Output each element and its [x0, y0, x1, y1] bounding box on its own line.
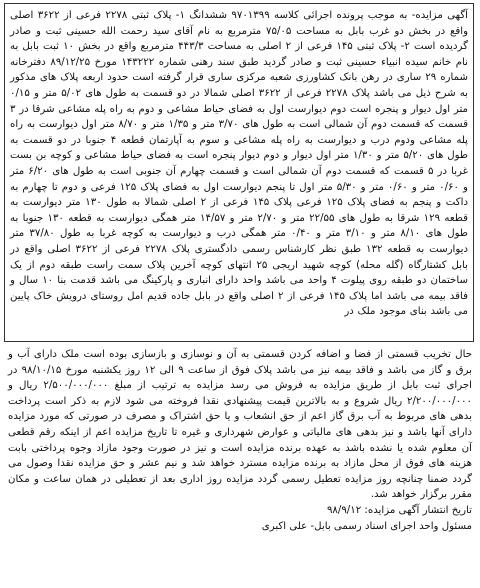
notice-body-boxed: آگهی مزایده- به موجب پرونده اجرائی کلاسه ۹۷۰۱۳۹۹ ششدانگ ۱- پلاک ثبتی ۲۲۷۸ فرعی از ۳۶۲۲ اصلی واقع در بخش دو غرب بابل به مساحت ۷۵/۰۵ مترمربع به نام آقای سید رحمت الله حسینی ثبت و صادر گردیده است ۲- پلاک ثبتی ۱۴۵ فرعی از ۲ اصلی به مساحت ۴۴۳/۳ مترمربع واقع در بخش ۱۰ ثبت بابل به نام خانم سیده انبیاء حسینی ثبت و صادر گردید طبق سند رهنی شماره ۱۴۳۲۲۲ مورخ ۸۹/۱۲/۲۵ دفترخانه شماره ۲۹ ساری در رهن بانک کشاورزی شعبه مرکزی ساری قرار گرفته است حدود اربعه پلاک های مذکور به شرح ذیل می باشد پلاک ۲۲۷۸ فرعی از ۳۶۲۲ اصلی شمالا در دو قسمت به طول های ۵/۰۲ متر و ۰/۱۵ متر اول دیوار و پنجره است دوم دیوارست اول به فضای حیاط مشاعی و دوم به راه پله مشاعی شرقا در ۳ قسمت که قسمت دوم آن شمالی است به طول های ۳/۷۰ متر و ۱/۳۵ متر و ۸/۷۰ متر اول دیوارست به راه پله مشاعی ودوم درب و دیوارست به راه پله مشاعی و سوم به آپارتمان قطعه ۴ جنوبا در دو قسمت به طول های ۵/۲۰ متر و ۱/۳۰ متر اول دیوار و دوم دیوار پنجره است به فضای حیاط مشاعی و کوچه بن بست غربا در ۵ قسمت که قسمت دوم آن شمالی است و قسمت چهارم آن جنوبی است به طول های ۶/۲۰ متر و ۰/۶۰ متر و ۰/۶۰ متر و ۵/۳۰ متر اول تا پنجم دیوارست اول به فضای پلاک ۱۲۵ فرعی و دوم تا چهارم به داکت و پنجم به فضای پلاک ۱۲۵ فرعی پلاک ۱۴۵ فرعی از ۲ اصلی شمالا به طول ۱۳۰ متر دیوارست به قطعه ۱۲۹ شرقا به طول های ۲۲/۵۵ متر و ۲/۷۰ متر و ۱۴/۵۷ متر همگی دیوارست به قطعه ۱۳۰ جنوبا به طول های ۸/۱۰ متر و ۳/۱۰ متر و ۰/۴۰ متر همگی درب و دیوارست به کوچه غربا به طول ۳۷/۸۰ متر دیوارست به قطعه ۱۳۲ طبق نظر کارشناس رسمی دادگستری پلاک ۲۲۷۸ فرعی از ۳۶۲۲ اصلی واقع در بابل کشتارگاه (گله محله) کوچه شهید اریجی ۲۵ انتهای کوچه آخرین پلاک سمت راست طبقه دوم از یک ساختمان دو طبقه روی پیلوت ۴ واحد می باشد واحد دارای انباری و پارکینگ می باشد قدمت بنا ۱۰ سال و فاقد بیمه می باشد اما پلاک ۱۴۵ فرعی از ۲ اصلی واقع در بابل جاده قدیم امل روستای درویش خاک پایین می باشد بنای موجود ملک در [10, 10, 469, 318]
notice-boxed-section [4, 3, 474, 342]
publication-date: تاریخ انتشار آگهی مزایده: ۹۸/۹/۱۲ [326, 504, 472, 516]
notice-lower-section [8, 347, 472, 534]
notice-body-continued: حال تخریب قسمتی از فضا و اضافه کردن قسمتی به آن و نوسازی و بازسازی بوده است ملک دارای آب و برق و گاز می باشد و فاقد بیمه نیز می باشد پلاک فوق از ساعت ۹ الی ۱۲ روز یکشنبه مورخ ۹۸/۱۰/۱۵ در اجرای ثبت بابل از طریق مزایده به فروش می رسد مزایده به ترتیب از مبلغ ۲/۵۰۰/۰۰۰/۰۰۰ ریال و ۲/۲۰۰/۰۰۰/۰۰۰ ریال شروع و به بالاترین قیمت پیشنهادی نقدا فروخته می شود لازم به ذکر است پرداخت بدهی های مربوط به آب برق گاز اعم از حق انشعاب و یا حق اشتراک و مصرف در صورتی که مورد مزایده دارای آنها باشد و نیز بدهی های مالیاتی و عوارض شهرداری و غیره تا تاریخ مزایده اعم از اینکه رقم قطعی آن معلوم شده یا نشده باشد به عهده برنده مزایده است و نیز در صورت وجود مازاد وجوه پرداختی بابت هزینه های فوق از محل مازاد به برنده مزایده مسترد خواهد شد و نیم عشر و حق مزایده نقدا وصول می گردد ضمنا چنانچه روز مزایده تعطیل رسمی گردد مزایده روز اداری بعد از تعطیلی در همان ساعت و مکان مقرر برگزار خواهد شد. [8, 349, 473, 501]
notice-signature: مسئول واحد اجرای اسناد رسمی بابل- علی اکبری [261, 520, 472, 532]
